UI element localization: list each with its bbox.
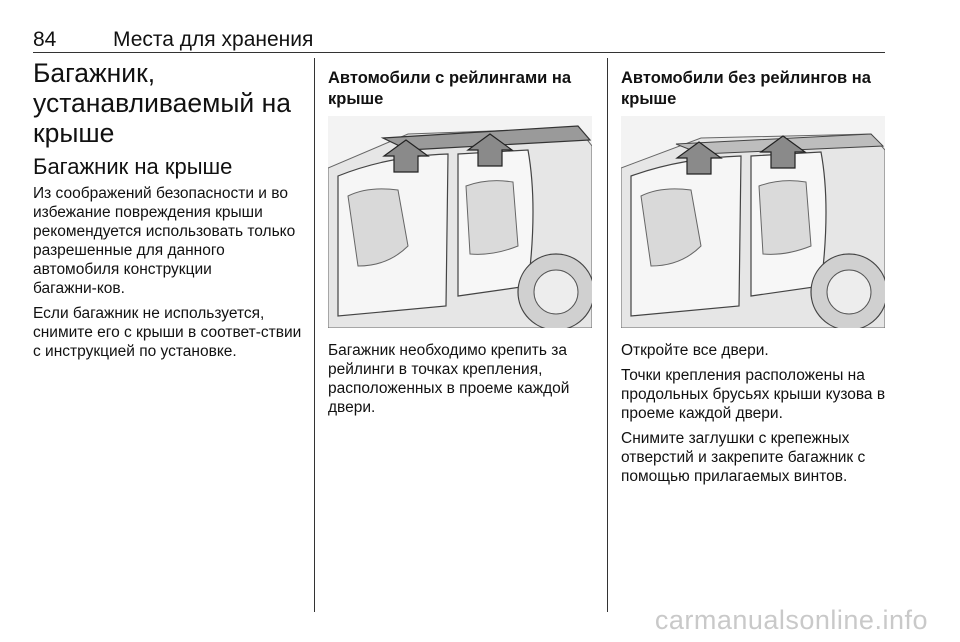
rear-seat bbox=[466, 181, 518, 255]
figure-caption: Багажник необходимо крепить за рейлинги в точках крепления, расположенных в проеме каждой двери. bbox=[328, 342, 570, 416]
paragraph: Из соображений безопасности и во избежание повреждения крыши рекомендуется использовать только разрешенные для данного автомобиля конструкции багажни‑ков. bbox=[33, 185, 296, 297]
section-title: Багажник, устанавливаемый на крыше bbox=[33, 58, 291, 148]
rear-seat bbox=[759, 181, 811, 255]
column-divider bbox=[314, 58, 315, 612]
column-divider bbox=[607, 58, 608, 612]
car-roof-rails-illustration bbox=[328, 116, 592, 328]
car-illustration-svg bbox=[621, 116, 885, 328]
watermark: carmanualsonline.info bbox=[654, 605, 928, 635]
column-2 bbox=[328, 58, 594, 110]
paragraph: Снимите заглушки с крепежных отверстий и закрепите багажник с помощью прилагаемых винтов. bbox=[621, 430, 866, 485]
paragraph: Откройте все двери. bbox=[621, 342, 769, 359]
page-number: 84 bbox=[33, 28, 57, 51]
car-no-rails-illustration bbox=[621, 116, 885, 328]
paragraph: Точки крепления расположены на продольных брусьях крыши кузова в проеме каждой двери. bbox=[621, 367, 886, 422]
car-illustration-svg bbox=[328, 116, 592, 328]
running-title: Места для хранения bbox=[113, 28, 314, 51]
paragraph: Если багажник не используется, снимите его с крыши в соответ‑ствии с инструкцией по установке. bbox=[33, 305, 302, 360]
column-3-text bbox=[621, 341, 887, 492]
column-heading: Автомобили без рейлингов на крыше bbox=[621, 69, 871, 108]
column-3 bbox=[621, 58, 887, 110]
page-header bbox=[33, 28, 885, 52]
column-1 bbox=[33, 58, 305, 367]
subsection-title: Багажник на крыше bbox=[33, 154, 233, 179]
column-heading: Автомобили с рейлингами на крыше bbox=[328, 69, 572, 108]
header-rule bbox=[33, 52, 885, 53]
